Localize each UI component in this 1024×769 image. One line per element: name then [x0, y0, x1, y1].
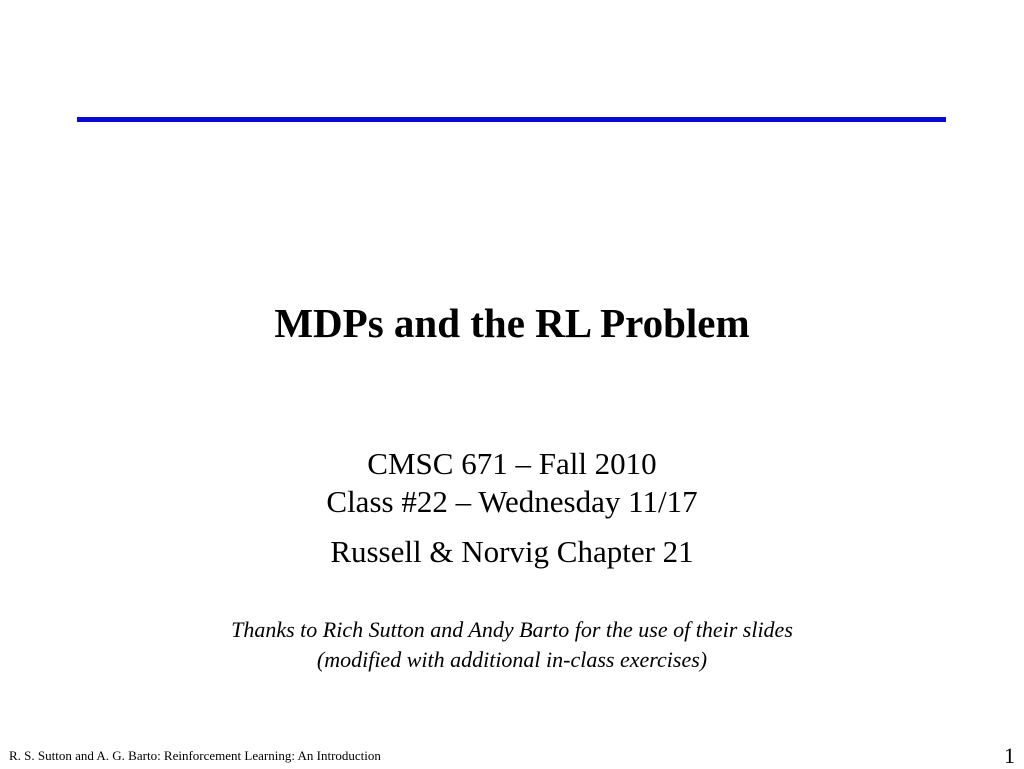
footer-attribution: R. S. Sutton and A. G. Barto: Reinforcement Learning: An Introduction	[9, 748, 381, 763]
acknowledgement-line-2: (modified with additional in-class exercises)	[316, 647, 708, 672]
course-line: CMSC 671 – Fall 2010	[367, 446, 657, 481]
acknowledgement-line-1: Thanks to Rich Sutton and Andy Barto for the use of their slides	[231, 617, 793, 642]
class-info-line: Class #22 – Wednesday 11/17	[326, 484, 698, 519]
slide-title: MDPs and the RL Problem	[274, 300, 750, 346]
page-number: 1	[1004, 743, 1015, 768]
reading-line: Russell & Norvig Chapter 21	[330, 534, 694, 569]
acknowledgement	[0, 615, 1024, 675]
title-rule-divider	[77, 117, 946, 122]
